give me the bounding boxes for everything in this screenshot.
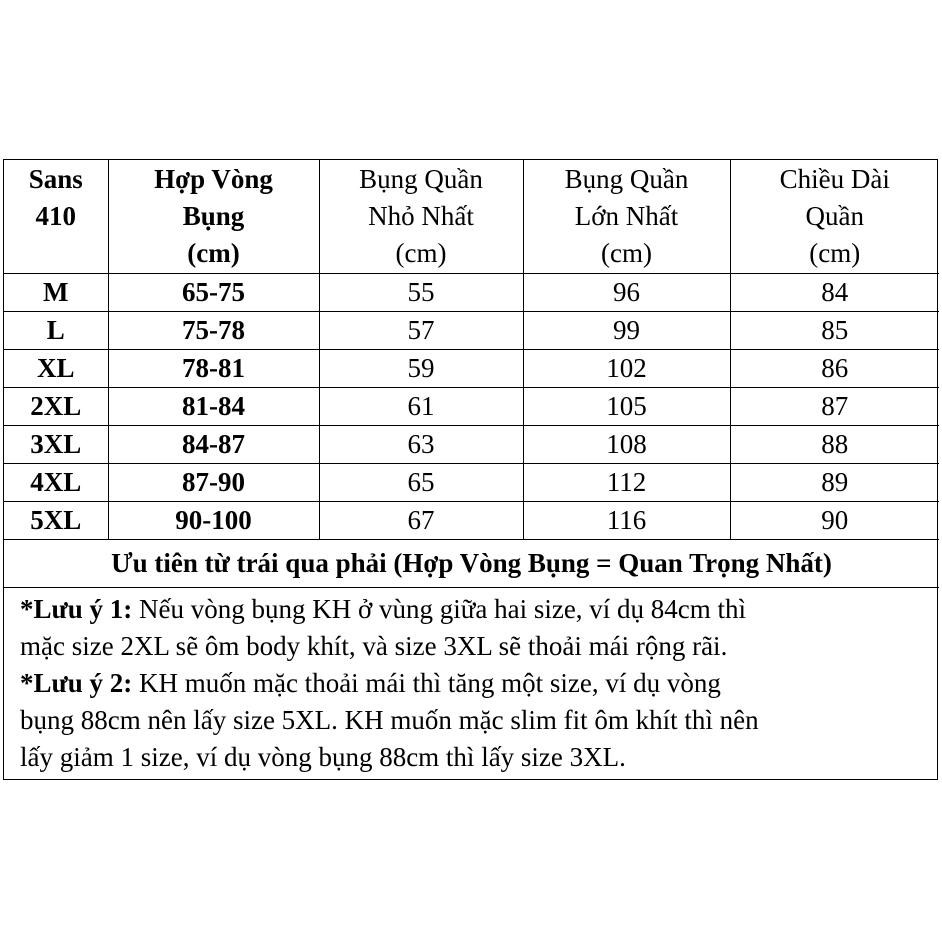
cell-size: XL: [4, 350, 108, 388]
cell-fit: 87-90: [108, 464, 319, 502]
table-row: [4, 388, 939, 426]
table-row: [4, 350, 939, 388]
cell-min: 57: [319, 312, 523, 350]
cell-size: L: [4, 312, 108, 350]
cell-fit: 75-78: [108, 312, 319, 350]
header-waist-max: Bụng Quần Lớn Nhất (cm): [523, 160, 730, 274]
cell-min: 67: [319, 502, 523, 540]
cell-fit: 81-84: [108, 388, 319, 426]
cell-min: 55: [319, 274, 523, 312]
cell-length: 85: [730, 312, 939, 350]
cell-min: 65: [319, 464, 523, 502]
cell-size: 3XL: [4, 426, 108, 464]
cell-fit: 84-87: [108, 426, 319, 464]
cell-size: 5XL: [4, 502, 108, 540]
cell-length: 88: [730, 426, 939, 464]
table-row: [4, 464, 939, 502]
header-size: Sans 410: [4, 160, 108, 274]
cell-length: 84: [730, 274, 939, 312]
note-1-line-1: *Lưu ý 1: Nếu vòng bụng KH ở vùng giữa hai size, ví dụ 84cm thì: [20, 594, 747, 624]
cell-length: 87: [730, 388, 939, 426]
header-length: Chiều Dài Quần (cm): [730, 160, 939, 274]
cell-min: 61: [319, 388, 523, 426]
note-2-label: *Lưu ý 2:: [20, 668, 133, 698]
priority-row: [4, 540, 939, 588]
cell-fit: 65-75: [108, 274, 319, 312]
cell-fit: 90-100: [108, 502, 319, 540]
note-2-line-2: bụng 88cm nên lấy size 5XL. KH muốn mặc slim fit ôm khít thì nên: [20, 705, 759, 735]
cell-max: 105: [523, 388, 730, 426]
table-row: [4, 502, 939, 540]
cell-max: 102: [523, 350, 730, 388]
cell-max: 108: [523, 426, 730, 464]
size-table: [4, 160, 939, 588]
note-1-line-2: mặc size 2XL sẽ ôm body khít, và size 3XL sẽ thoải mái rộng rãi.: [20, 631, 728, 661]
cell-size: 4XL: [4, 464, 108, 502]
table-row: [4, 312, 939, 350]
table-row: [4, 274, 939, 312]
cell-max: 116: [523, 502, 730, 540]
notes-section: [4, 588, 937, 779]
cell-size: M: [4, 274, 108, 312]
cell-max: 99: [523, 312, 730, 350]
cell-max: 96: [523, 274, 730, 312]
cell-max: 112: [523, 464, 730, 502]
header-waist-min: Bụng Quần Nhỏ Nhất (cm): [319, 160, 523, 274]
header-waist-fit: Hợp Vòng Bụng (cm): [108, 160, 319, 274]
note-2-line-3: lấy giảm 1 size, ví dụ vòng bụng 88cm thì lấy size 3XL.: [20, 742, 626, 772]
size-chart: [3, 159, 938, 780]
cell-length: 90: [730, 502, 939, 540]
note-1-label: *Lưu ý 1:: [20, 594, 133, 624]
cell-min: 63: [319, 426, 523, 464]
table-row: [4, 426, 939, 464]
cell-fit: 78-81: [108, 350, 319, 388]
cell-min: 59: [319, 350, 523, 388]
note-2-line-1: *Lưu ý 2: KH muốn mặc thoải mái thì tăng một size, ví dụ vòng: [20, 668, 721, 698]
priority-text: Ưu tiên từ trái qua phải (Hợp Vòng Bụng = Quan Trọng Nhất): [4, 540, 939, 588]
header-row: [4, 160, 939, 274]
cell-length: 86: [730, 350, 939, 388]
cell-length: 89: [730, 464, 939, 502]
cell-size: 2XL: [4, 388, 108, 426]
